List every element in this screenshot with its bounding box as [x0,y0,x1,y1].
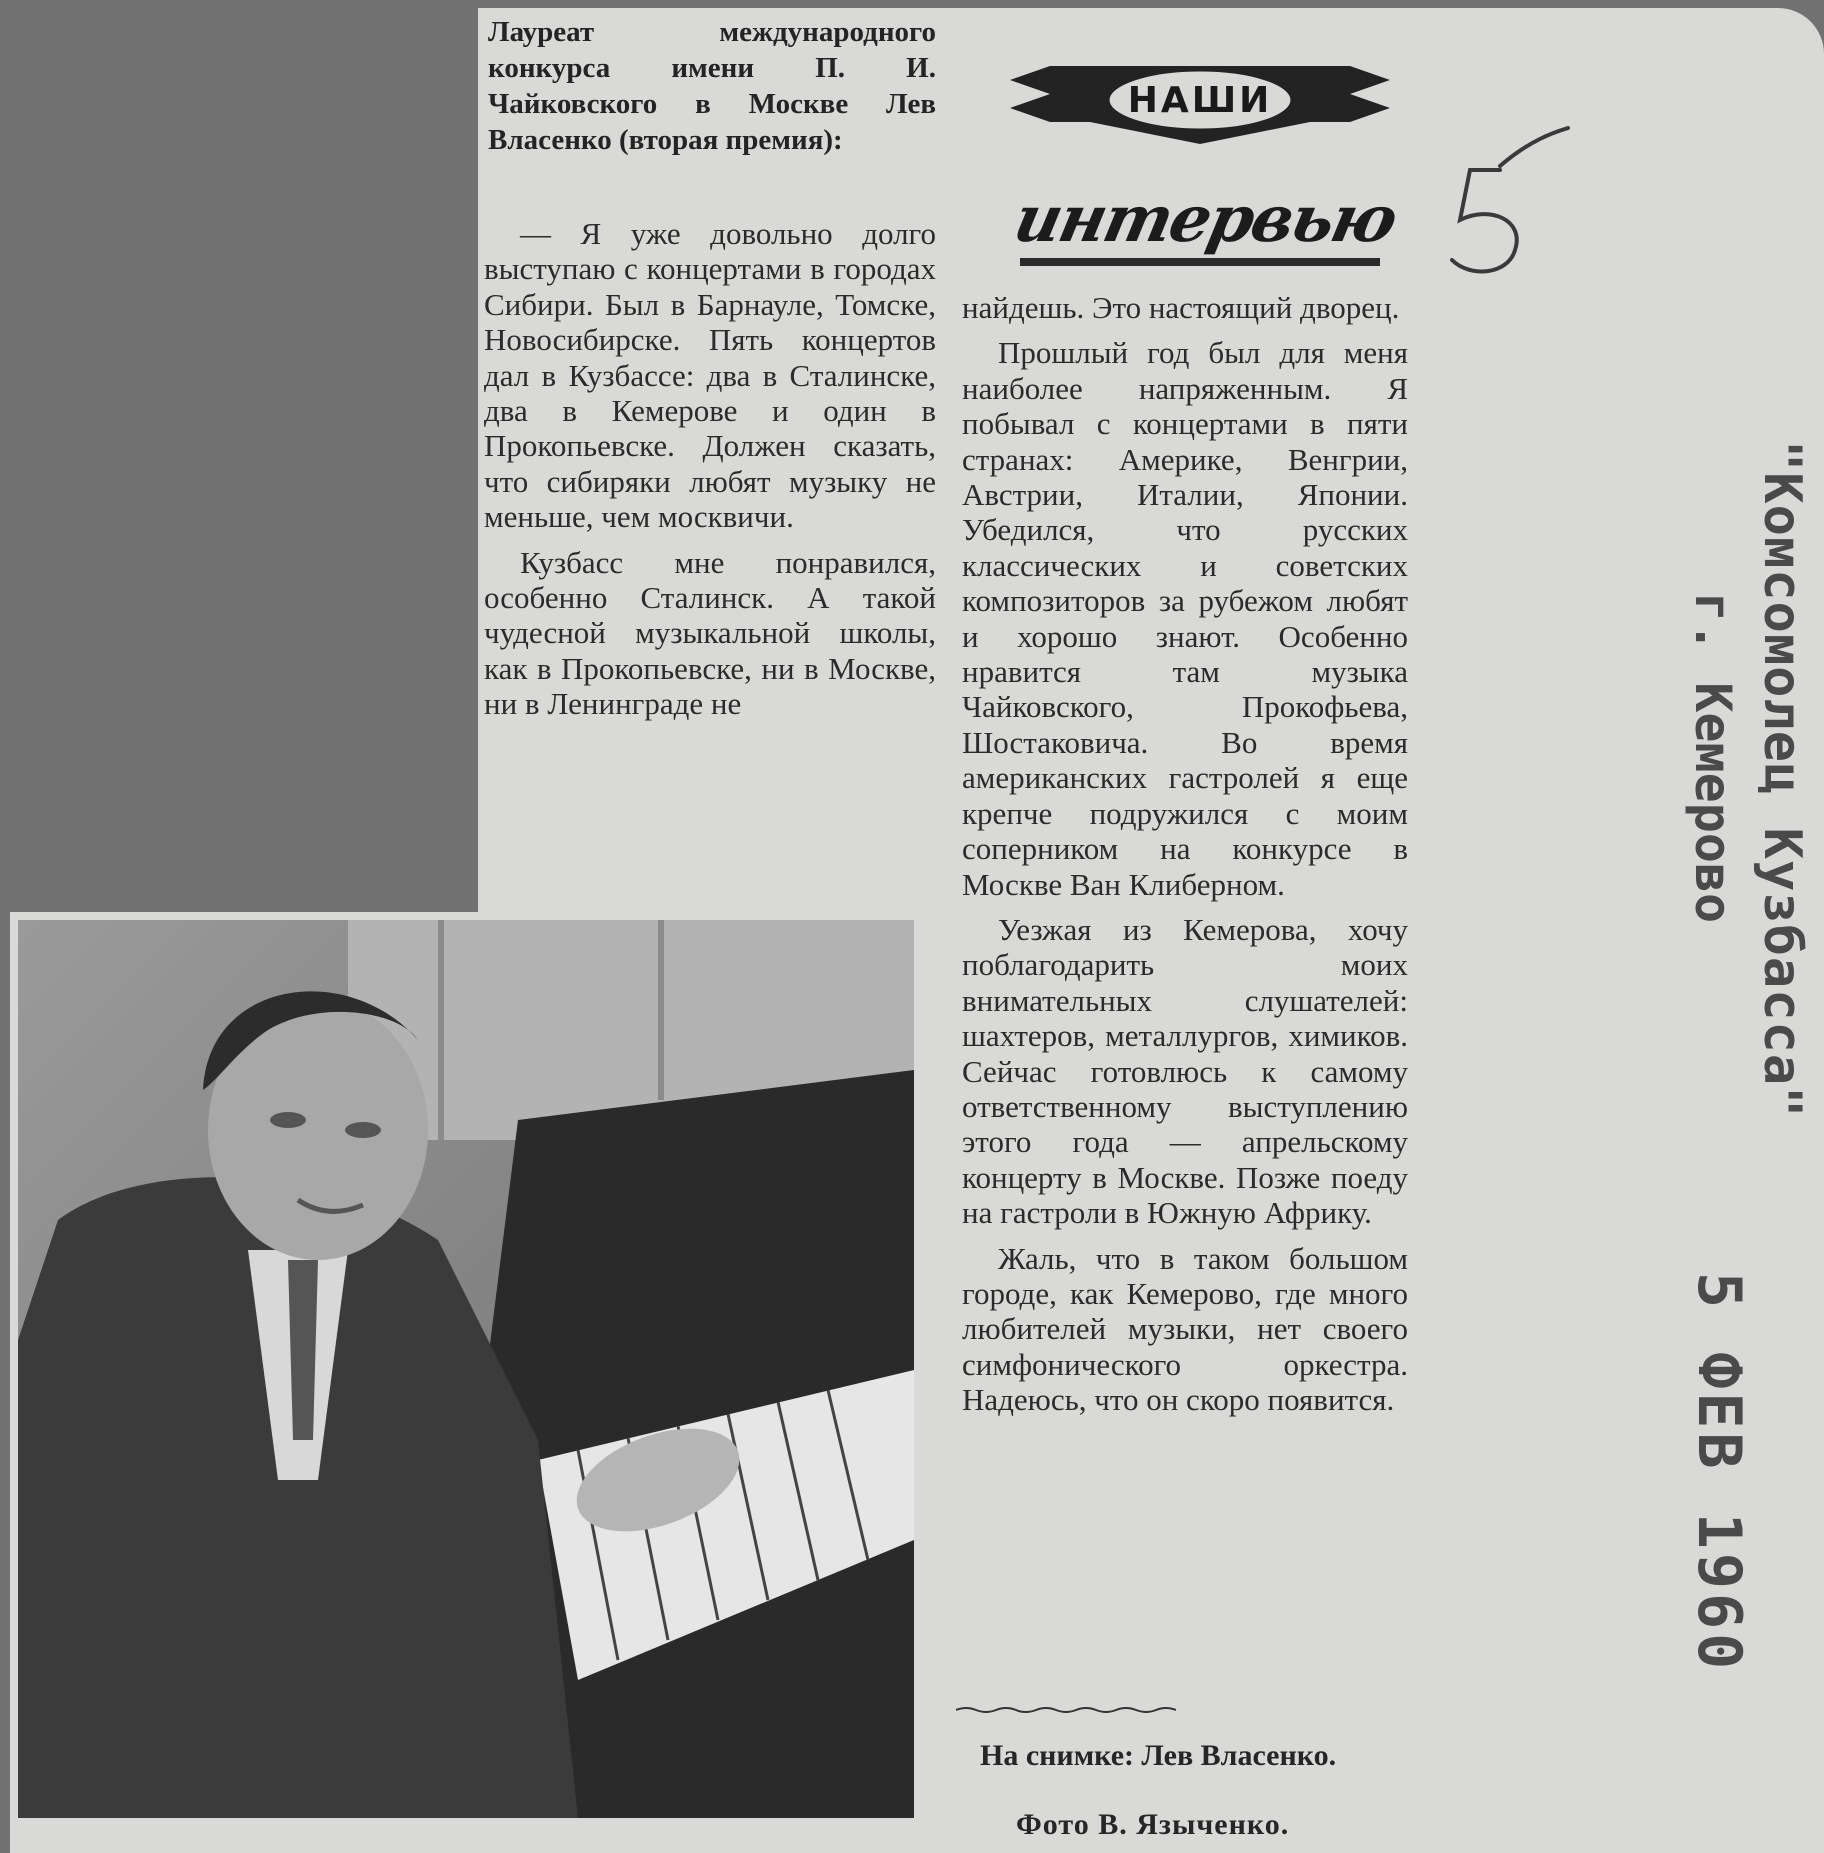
date-stamp: 5 ФЕВ 1960 [1684,1272,1754,1674]
paragraph: найдешь. Это настоящий дворец. [962,290,1400,325]
paragraph: Уезжая из Кемерова, хочу поблагодарить моих внимательных слушателей: шахтеров, металлургов, химиков. Сейчас готовлюсь к самому ответственному выступлению этого года — апрельскому концерту в Москве. Позже поеду на гастроли в Южную Африку. [962,911,1408,1231]
handwritten-number [1430,120,1570,280]
rubric-logo [1000,40,1403,270]
article-lead: Лауреат международного конкурса имени П. И. Чайковского в Москве Лев Власенко (вторая премия): [488,16,936,156]
paragraph: Прошлый год был для меня наиболее напряженным. Я побывал с концертами в пяти странах: Америке, Венгрии, Австрии, Италии, Японии. Убедился, что русских классических и советских композиторов за рубежом любят и хорошо знают. Особенно нравится там музыка Чайковского, Прокофьева, Шостаковича. Во время американских гастролей я еще крепче подружился с моим соперником на конкурсе в Москве Ван Клиберном. [962,335,1408,902]
article-column-right [962,290,1408,1418]
photo-credit: Фото В. Языченко. [1016,1808,1290,1841]
newspaper-name-stamp: "Комсомолец Кузбасса" [1752,440,1812,1119]
article-column-left [484,216,936,722]
city-stamp: г. Кемерово [1684,592,1742,924]
paragraph: Жаль, что в таком большом городе, как Кемерово, где много любителей музыки, нет своего симфонического оркестра. Надеюсь, что он скоро появится. [962,1240,1408,1418]
rubric-underline [1020,258,1380,266]
rubric-title-interview: интервью [1007,182,1403,257]
rubric-title-nashi: НАШИ [1127,80,1273,121]
photo-caption [946,1738,1396,1773]
paragraph: Кузбасс мне понравился, особенно Сталинск. А такой чудесной музыкальной школы, как в Прокопьевске, ни в Москве, ни в Ленинграде не [484,544,936,722]
pianist-photo-image [18,920,914,1818]
paragraph: — Я уже довольно долго выступаю с концертами в городах Сибири. Был в Барнауле, Томске, Новосибирске. Пять концертов дал в Кузбассе: два в Сталинске, два в Кемерове и один в Прокопьевске. Должен сказать, что сибиряки любят музыку не меньше, чем москвичи. [484,216,936,535]
caption-text: На снимке: Лев Власенко. [980,1739,1337,1772]
pianist-photo [18,920,914,1818]
wavy-separator [956,1706,1176,1714]
